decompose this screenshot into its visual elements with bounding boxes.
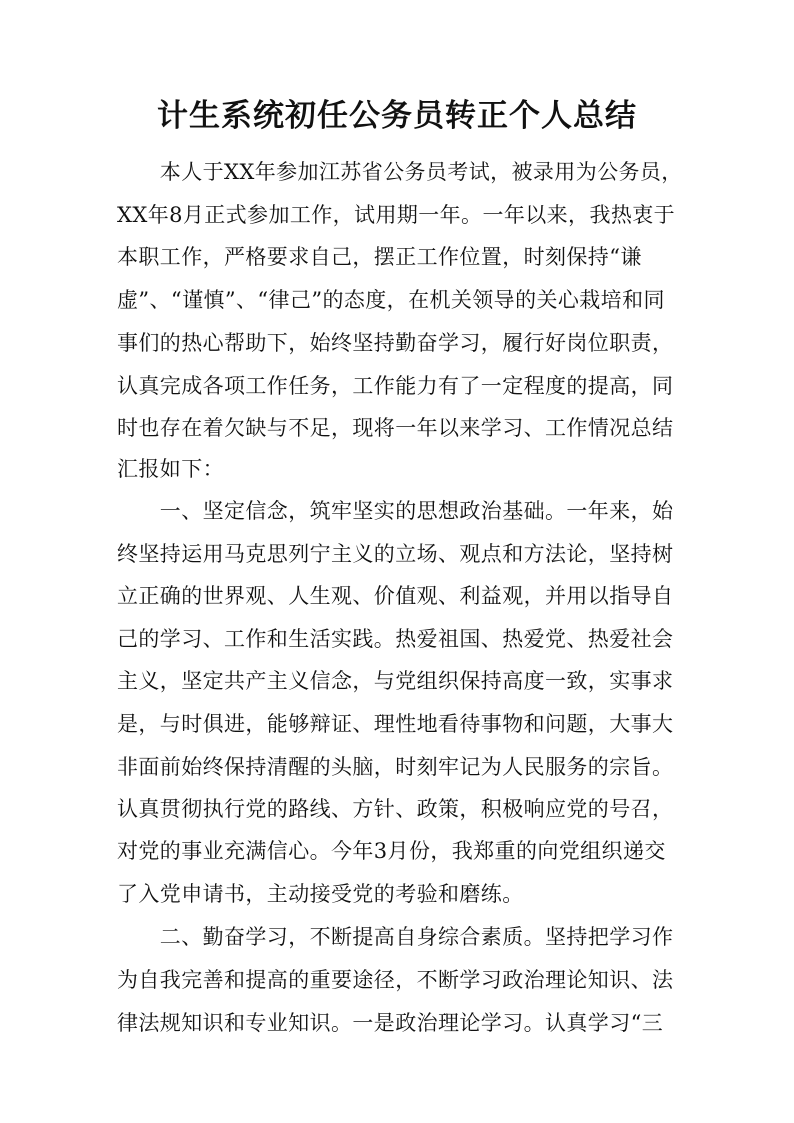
body-line-5: 事们的热心帮助下，始终坚持勤奋学习，履行好岗位职责， [117,331,674,355]
document-title: 计生系统初任公务员转正个人总结 [157,98,637,134]
body-line-18: 了入党申请书，主动接受党的考验和磨练。 [117,882,524,906]
body-line-7: 时也存在着欠缺与不足，现将一年以来学习、工作情况总结 [117,416,674,440]
body-line-20: 为自我完善和提高的重要途径，不断学习政治理论知识、法 [117,968,674,992]
body-line-6: 认真完成各项工作任务，工作能力有了一定程度的提高，同 [117,374,674,398]
body-line-15: 非面前始终保持清醒的头脑，时刻牢记为人民服务的宗旨。 [117,755,674,779]
body-line-1: 本人于XX年参加江苏省公务员考试，被录用为公务员， [117,160,683,184]
body-line-8: 汇报如下： [117,457,224,481]
body-line-4: 虚”、“谨慎”、“律己”的态度，在机关领导的关心栽培和同 [117,288,665,312]
body-line-3: 本职工作，严格要求自己，摆正工作位置，时刻保持“谦 [117,245,642,269]
body-line-16: 认真贯彻执行党的路线、方针、政策，积极响应党的号召， [117,797,674,821]
body-line-21: 律法规知识和专业知识。一是政治理论学习。认真学习“三 [117,1011,664,1035]
body-line-9: 一、坚定信念，筑牢坚实的思想政治基础。一年来，始 [117,499,674,523]
body-line-19: 二、勤奋学习，不断提高自身综合素质。坚持把学习作 [117,925,674,949]
body-line-12: 己的学习、工作和生活实践。热爱祖国、热爱党、热爱社会 [117,627,674,651]
body-line-13: 主义，坚定共产主义信念，与党组织保持高度一致，实事求 [117,669,674,693]
body-line-11: 立正确的世界观、人生观、价值观、利益观，并用以指导自 [117,584,674,608]
body-line-17: 对党的事业充满信心。今年3月份，我郑重的向党组织递交 [117,839,666,863]
body-line-10: 终坚持运用马克思列宁主义的立场、观点和方法论，坚持树 [117,542,674,566]
body-line-14: 是，与时俱进，能够辩证、理性地看待事物和问题，大事大 [117,712,674,736]
body-line-2: XX年8月正式参加工作，试用期一年。一年以来，我热衷于 [117,203,676,227]
